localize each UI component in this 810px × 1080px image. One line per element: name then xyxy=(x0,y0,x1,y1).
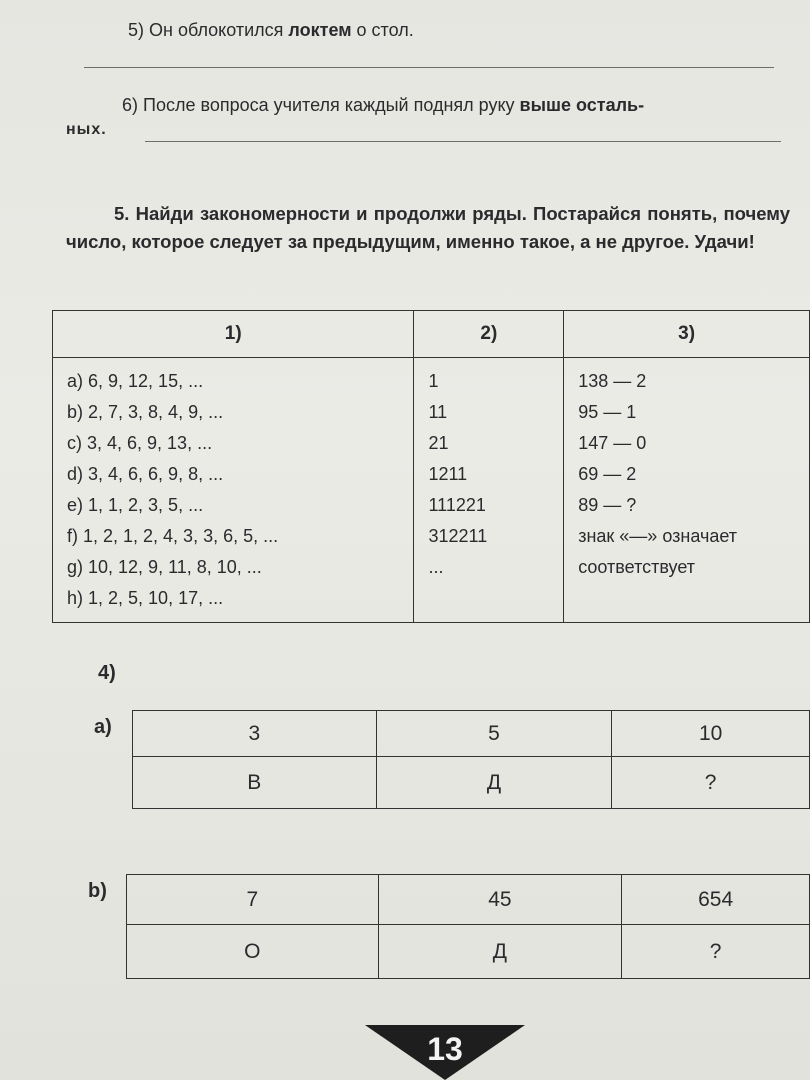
col-3-pairs xyxy=(564,358,810,623)
line6-text: 6) После вопроса учителя каждый поднял руку xyxy=(122,95,520,115)
pair-item: 95 — 1 xyxy=(578,402,637,422)
exercise-line-6-cont xyxy=(66,121,107,139)
grid-a-cell: Д xyxy=(376,757,612,809)
look-say-item: 21 xyxy=(428,433,449,453)
col-2-sequence xyxy=(414,358,564,623)
sequence-d: d) 3, 4, 6, 6, 9, 8, ... xyxy=(67,464,224,484)
sequence-h: h) 1, 2, 5, 10, 17, ... xyxy=(67,588,224,608)
sequence-c: c) 3, 4, 6, 9, 13, ... xyxy=(67,433,213,453)
line5-suffix: о стол. xyxy=(351,20,414,40)
pair-item: 69 — 2 xyxy=(578,464,637,484)
header-col-2: 2) xyxy=(414,311,564,358)
line6-cont-suffix: . xyxy=(101,121,107,138)
line5-text: 5) Он облокотился xyxy=(128,20,289,40)
task-text: Найди закономерности и продолжи ряды. Постарайся понять, почему число, которое следует за предыдущим, именно такое, а не другое. Удачи! xyxy=(66,203,790,252)
look-say-item: 11 xyxy=(428,402,448,422)
look-say-item: 1211 xyxy=(428,464,468,484)
answer-line-6 xyxy=(145,141,781,142)
look-say-item: 1 xyxy=(428,371,439,391)
task-5-instructions xyxy=(66,200,790,256)
grid-a-cell: ? xyxy=(612,757,810,809)
pair-item: 138 — 2 xyxy=(578,371,647,391)
part-4a-label: a) xyxy=(94,716,112,738)
part-4b-label: b) xyxy=(88,880,107,902)
grid-b-cell: Д xyxy=(378,925,622,979)
grid-b-cell: ? xyxy=(622,925,810,979)
line5-bold: локтем xyxy=(288,20,352,40)
grid-b-cell: 654 xyxy=(622,875,810,925)
look-say-item: 312211 xyxy=(428,526,488,546)
look-say-item: 111221 xyxy=(428,495,486,515)
grid-b-cell: 7 xyxy=(127,875,379,925)
part-4-heading: 4) xyxy=(98,662,116,684)
exercise-line-5 xyxy=(128,20,414,41)
part-4b-grid xyxy=(126,874,810,979)
grid-a-cell: 5 xyxy=(376,711,612,757)
col-1-sequences xyxy=(53,358,414,623)
answer-line-5 xyxy=(84,67,774,68)
grid-a-cell: В xyxy=(133,757,377,809)
page-number: 13 xyxy=(427,1031,463,1067)
sequence-b: b) 2, 7, 3, 8, 4, 9, ... xyxy=(67,402,224,422)
grid-b-cell: 45 xyxy=(378,875,622,925)
part-4a-grid xyxy=(132,710,810,809)
sequence-g: g) 10, 12, 9, 11, 8, 10, ... xyxy=(67,557,262,577)
pair-item: 147 — 0 xyxy=(578,433,647,453)
header-col-1: 1) xyxy=(53,311,414,358)
look-say-item: ... xyxy=(428,557,444,577)
pair-note: соответствует xyxy=(578,557,695,577)
sequence-a: a) 6, 9, 12, 15, ... xyxy=(67,371,204,391)
page-number-badge xyxy=(365,1025,525,1080)
sequence-f: f) 1, 2, 1, 2, 4, 3, 3, 6, 5, ... xyxy=(67,526,279,546)
pair-item: 89 — ? xyxy=(578,495,637,515)
line6-bold: выше осталь- xyxy=(519,95,645,115)
header-col-3: 3) xyxy=(564,311,810,358)
task-number: 5. xyxy=(114,203,130,224)
grid-b-cell: О xyxy=(127,925,379,979)
sequence-e: e) 1, 1, 2, 3, 5, ... xyxy=(67,495,204,515)
sequences-table xyxy=(52,310,810,623)
grid-a-cell: 3 xyxy=(133,711,377,757)
grid-a-cell: 10 xyxy=(612,711,810,757)
line6-cont-bold: ных xyxy=(66,121,102,138)
exercise-line-6 xyxy=(122,95,644,116)
pair-note: знак «—» означает xyxy=(578,526,737,546)
